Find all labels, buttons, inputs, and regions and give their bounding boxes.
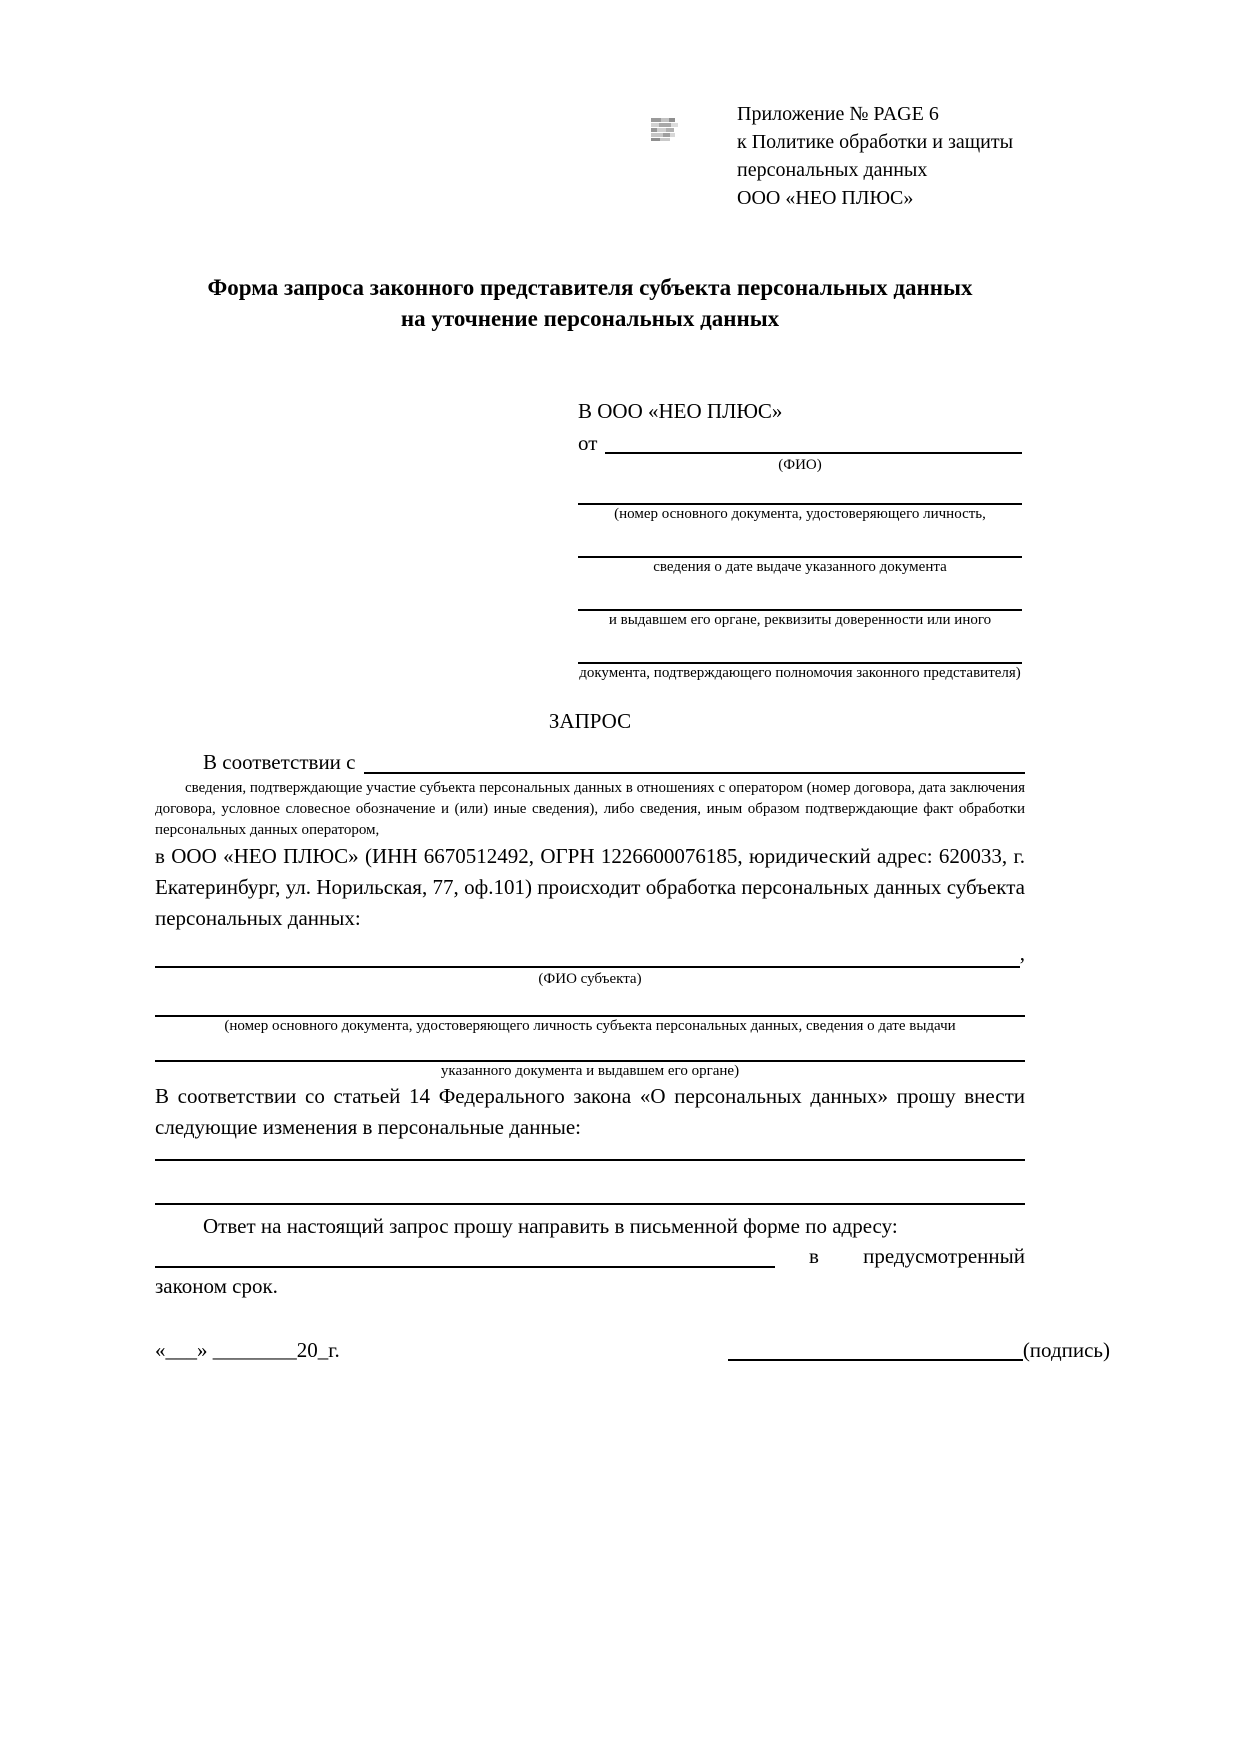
article-paragraph: В соответствии со статьей 14 Федерального закона «О персональных данных» прошу внести следующие изменения в персональные данные: [155, 1084, 1025, 1139]
intro-line [155, 749, 1025, 776]
answer-word-v: в [809, 1244, 819, 1268]
from-line [578, 430, 1022, 456]
answer-fill-line [155, 1242, 775, 1268]
header-policy-line2: персональных данных [737, 159, 928, 181]
header-company-line: ООО «НЕО ПЛЮС» [737, 187, 914, 209]
doc-caption-1: (номер основного документа, удостоверяющего личность, [614, 506, 986, 522]
header-policy-line: к Политике обработки и защиты [737, 131, 1014, 153]
header-appendix-line: Приложение № PAGE 6 [737, 103, 939, 125]
header-block [737, 100, 1067, 212]
signature-area [728, 1336, 1110, 1364]
subject-fio-caption: (ФИО субъекта) [538, 971, 642, 987]
subject-comma: , [1019, 941, 1025, 965]
date-blank: «___» ________20_г. [155, 1338, 340, 1362]
blank-line-doc1 [578, 481, 1022, 505]
request-body [155, 706, 1110, 1364]
pixelated-artifact-icon [651, 118, 678, 142]
doc-caption-4: документа, подтверждающего полномочия законного представителя) [579, 665, 1021, 681]
subject-doc-caption1: (номер основного документа, удостоверяющего личность субъекта персональных данных, сведения о дате выдачи [224, 1018, 956, 1034]
subject-doc-line1 [155, 989, 1025, 1017]
document-title-line2: на уточнение персональных данных [400, 306, 780, 331]
subject-fio-line [155, 934, 1025, 970]
doc-caption-3: и выдавшем его органе, реквизиты доверенности или иного [608, 612, 992, 628]
fio-caption: (ФИО) [778, 457, 822, 473]
document-title-line1: Форма запроса законного представителя субъекта персональных данных [207, 275, 973, 300]
intro-label: В соответствии с [203, 750, 356, 774]
blank-line-doc3 [578, 583, 1022, 611]
blank-line-doc4 [578, 636, 1022, 664]
subject-doc-line2 [155, 1036, 1025, 1062]
doc-caption-2: сведения о дате выдаче указанного документа [653, 559, 947, 575]
changes-blank-line2 [155, 1161, 1025, 1205]
subject-fio-fill-line [155, 934, 1020, 968]
from-fill-line [605, 430, 1022, 454]
addressee-block [578, 398, 1022, 683]
blank-line-doc2 [578, 530, 1022, 558]
footnote-paragraph: сведения, подтверждающие участие субъекта персональных данных в отношениях с оператором (номер договора, дата заключения договора, условное словесное обозначение и (или) иные сведения), либо сведения, иным образом подтверждающие факт обработки персональных данных оператором, [155, 780, 1025, 838]
request-heading: ЗАПРОС [548, 709, 632, 733]
operator-paragraph: в ООО «НЕО ПЛЮС» (ИНН 6670512492, ОГРН 1226600076185, юридический адрес: 620033, г. Екатеринбург, ул. Норильская, 77, оф.101) происходит обработка персональных данных субъекта персональных данных: [155, 844, 1025, 930]
intro-fill-line [364, 749, 1026, 774]
answer-word-predusmotrennyi: предусмотренный [863, 1244, 1025, 1268]
changes-blank-line1 [155, 1143, 1025, 1161]
document-title [155, 272, 1025, 334]
answer-fill-line-row [155, 1242, 1025, 1271]
signature-caption: (подпись) [1022, 1338, 1110, 1362]
signature-fill-line [728, 1336, 1023, 1361]
answer-term-line: законом срок. [155, 1274, 278, 1298]
signature-row [155, 1336, 1110, 1364]
answer-address-line: Ответ на настоящий запрос прошу направить в письменной форме по адресу: [203, 1214, 898, 1238]
from-label: от [578, 431, 598, 455]
subject-doc-caption2: указанного документа и выдавшем его органе) [440, 1063, 740, 1079]
addressee-company: В ООО «НЕО ПЛЮС» [578, 399, 783, 423]
